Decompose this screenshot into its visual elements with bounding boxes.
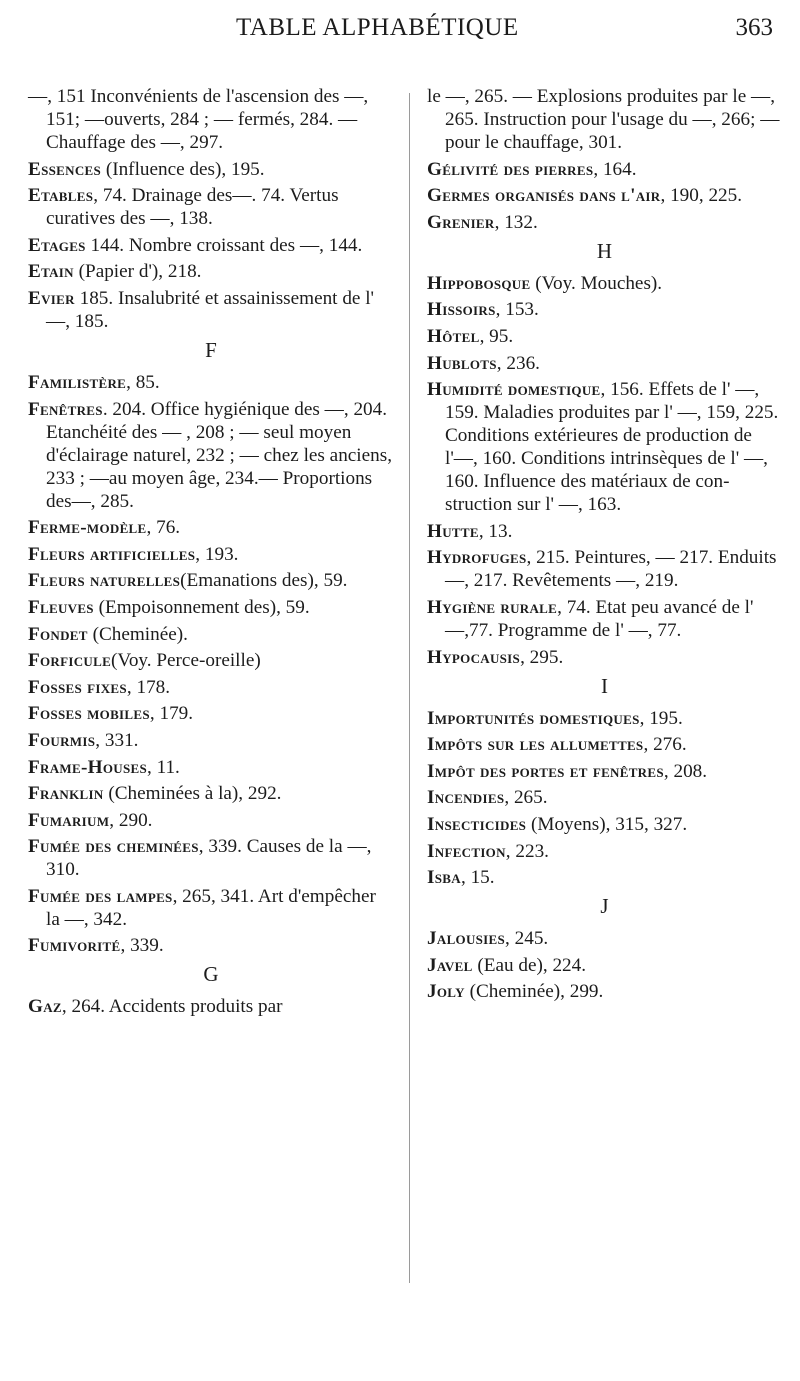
entry-heading: Impôt des portes et fenêtres [427, 760, 664, 782]
index-entry [427, 840, 782, 863]
section-letter: I [601, 673, 608, 698]
entry-text: , 195. [639, 707, 683, 729]
entry-heading: Franklin [28, 783, 104, 805]
index-entry [427, 646, 782, 669]
index-entry [427, 980, 782, 1003]
entry-text: , 156. Effets de l' —, 159. Maladies produites par l' —, 159, 225. Conditions extérieures de production de l'—, 160. Conditions intrinsèques de l' —, 160. Influence des matériaux de construction sur l' —, 163. [445, 379, 779, 516]
entry-text: (Voy. Perce-oreille) [111, 650, 261, 672]
index-entry [427, 596, 782, 642]
entry-text: (Cheminée), 299. [464, 981, 604, 1003]
entry-text: , 264. Accidents produits par [61, 996, 283, 1018]
entry-heading: Incendies [427, 787, 505, 809]
index-entry [427, 546, 782, 592]
index-entry [427, 707, 782, 730]
entry-heading: Frame-Houses [28, 756, 147, 778]
entry-heading: Hutte [427, 520, 479, 542]
index-entry [427, 158, 782, 181]
index-entry [28, 623, 394, 646]
section-letter: J [600, 894, 609, 919]
entry-text: , 245. [505, 928, 549, 950]
entry-heading: Hublots [427, 352, 497, 374]
entry-heading: Fumée des cheminées [28, 836, 199, 858]
entry-text: , 153. [495, 299, 539, 321]
entry-heading: Infection [427, 840, 506, 862]
entry-heading: Fosses mobiles [28, 703, 150, 725]
index-entry [28, 934, 394, 957]
entry-text: (Cheminée). [87, 623, 188, 645]
entry-text: , 179. [149, 703, 194, 725]
index-entry [427, 733, 782, 756]
entry-text: (Influence des), 195. [101, 158, 265, 180]
entry-heading: Fosses fixes [28, 676, 127, 698]
entry-heading: Impôts sur les allumettes [427, 734, 644, 756]
entry-heading: Essences [28, 158, 102, 180]
entry-text: , 331. [95, 729, 139, 751]
entry-heading: Germes organisés dans l'air [427, 185, 661, 207]
entry-text: , 223. [505, 840, 549, 862]
entry-heading: Gélivité des pierres [427, 158, 594, 180]
entry-text: , 276. [643, 734, 687, 756]
entry-heading: Fleurs artificielles [28, 543, 196, 565]
index-entry [28, 809, 394, 832]
entry-heading: Insecticides [427, 813, 527, 835]
index-entry [28, 398, 394, 513]
index-entry [28, 260, 394, 283]
entry-heading: Fondet [28, 623, 88, 645]
index-entry [28, 649, 394, 672]
entry-text: (Moyens), 315, 327. [526, 813, 688, 835]
entry-heading: Fumée des lampes [28, 885, 173, 907]
index-entry [28, 995, 394, 1018]
entry-text: , 190, 225. [660, 185, 743, 207]
entry-text: , 74. Etat peu avancé de l' —,77. Programme de l' —, 77. [445, 596, 754, 641]
entry-text: , 13. [478, 520, 513, 542]
entry-text: , 339. [120, 935, 164, 957]
index-entry [427, 954, 782, 977]
entry-heading: Fumivorité [28, 935, 121, 957]
entry-heading: Humidité domestique [427, 379, 601, 401]
entry-text: —, 151 Inconvénients de l'ascension des —, 151; —ouverts, 284 ; — fermés, 284. — Chauffage des —, 297. [28, 86, 369, 153]
entry-heading: Javel [427, 954, 473, 976]
index-entry [28, 569, 394, 592]
entry-text: (Cheminées à la), 292. [103, 783, 282, 805]
entry-heading: Etain [28, 261, 74, 283]
index-entry [28, 287, 394, 333]
index-entry [28, 596, 394, 619]
entry-heading: Fourmis [28, 729, 96, 751]
index-entry [28, 184, 394, 230]
entry-text: , 215. Peintures, — 217. Enduits —, 217. Revêtements —, 219. [445, 547, 777, 592]
index-entry [427, 760, 782, 783]
index-entry [427, 184, 782, 207]
running-title: TABLE ALPHABÉTIQUE [236, 14, 519, 41]
index-entry [28, 676, 394, 699]
index-entry [28, 516, 394, 539]
section-letter: F [205, 337, 217, 362]
entry-text: (Papier d'), 218. [73, 261, 202, 283]
index-entry [427, 325, 782, 348]
entry-text: , 193. [195, 543, 239, 565]
entry-text: 144. Nombre croissant des —, 144. [85, 234, 363, 256]
entry-text: (Voy. Mouches). [530, 272, 663, 294]
entry-heading: Etages [28, 234, 86, 256]
entry-text: (Eau de), 224. [472, 954, 587, 976]
entry-text: , 339. Causes de la —, 310. [46, 836, 372, 881]
entry-heading: Forficule [28, 650, 112, 672]
entry-heading: Fumarium [28, 809, 110, 831]
entry-text: , 15. [460, 867, 495, 889]
entry-heading: Joly [427, 981, 465, 1003]
index-entry [427, 866, 782, 889]
entry-heading: Jalousies [427, 928, 506, 950]
entry-text: (Empoisonnement des), 59. [93, 596, 310, 618]
index-entry [28, 85, 394, 154]
entry-text: le —, 265. — Explosions produites par le —, 265. Instruction pour l'usage du —, 266; — pour le chauffage, 301. [427, 86, 780, 153]
index-entry [427, 786, 782, 809]
index-entry [427, 520, 782, 543]
entry-text: , 265. [504, 787, 548, 809]
index-entry [427, 813, 782, 836]
index-column-right [427, 85, 782, 1007]
entry-heading: Hydrofuges [427, 547, 527, 569]
index-entry [427, 927, 782, 950]
entry-heading: Hypocausis [427, 646, 521, 668]
index-entry [28, 885, 394, 931]
entry-text: , 76. [146, 517, 181, 539]
entry-heading: Grenier [427, 211, 495, 233]
index-entry [427, 272, 782, 295]
page-number: 363 [735, 14, 773, 41]
column-divider [409, 93, 410, 1283]
index-entry [427, 298, 782, 321]
entry-heading: Hôtel [427, 325, 480, 347]
entry-text: , 74. Drainage des—. 74. Vertus curatives des —, 138. [46, 185, 339, 230]
entry-text: . 204. Office hygiénique des —, 204. Etanchéité des — , 208 ; — seul moyen d'éclairage naturel, 232 ; — chez les anciens, 233 ; —au moyen âge, 234.— Proportions des—, 285. [46, 398, 393, 512]
entry-text: , 295. [520, 646, 564, 668]
entry-heading: Etables [28, 185, 94, 207]
index-entry [28, 543, 394, 566]
entry-heading: Fleurs naturelles [28, 570, 181, 592]
entry-text: , 236. [496, 352, 540, 374]
entry-heading: Hippobosque [427, 272, 531, 294]
index-entry [28, 756, 394, 779]
index-entry [28, 835, 394, 881]
entry-text: , 178. [126, 676, 171, 698]
entry-heading: Fleuves [28, 596, 94, 618]
entry-text: , 85. [126, 371, 160, 393]
page-header [0, 6, 800, 46]
entry-heading: Isba [427, 867, 461, 889]
index-entry [28, 234, 394, 257]
section-letter: H [596, 238, 613, 263]
entry-heading: Fenêtres [28, 398, 103, 420]
entry-heading: Evier [28, 287, 75, 309]
index-entry [28, 782, 394, 805]
index-entry [28, 702, 394, 725]
index-entry [28, 158, 394, 181]
entry-text: , 164. [593, 158, 637, 180]
entry-heading: Hissoirs [427, 299, 496, 321]
entry-text: , 11. [146, 756, 180, 778]
section-letter: G [203, 962, 219, 987]
index-entry [28, 729, 394, 752]
entry-text: 185. Insalubrité et assainissement de l' —, 185. [46, 287, 375, 332]
index-entry [28, 371, 394, 394]
entry-text: , 290. [109, 809, 153, 831]
index-column-left [28, 85, 394, 1022]
index-entry [427, 211, 782, 234]
index-entry [427, 85, 782, 154]
entry-heading: Gaz [28, 996, 62, 1018]
entry-heading: Hygiène rurale [427, 596, 558, 618]
index-entry [427, 352, 782, 375]
entry-text: , 95. [479, 325, 514, 347]
entry-text: , 208. [663, 760, 708, 782]
entry-text: , 132. [494, 211, 538, 233]
entry-text: (Emanations des), 59. [180, 570, 348, 592]
entry-heading: Importunités domestiques [427, 707, 640, 729]
entry-heading: Familistère [28, 371, 127, 393]
entry-text: , 265, 341. Art d'empêcher la —, 342. [46, 885, 376, 930]
index-entry [427, 378, 782, 516]
entry-heading: Ferme-modèle [28, 517, 147, 539]
